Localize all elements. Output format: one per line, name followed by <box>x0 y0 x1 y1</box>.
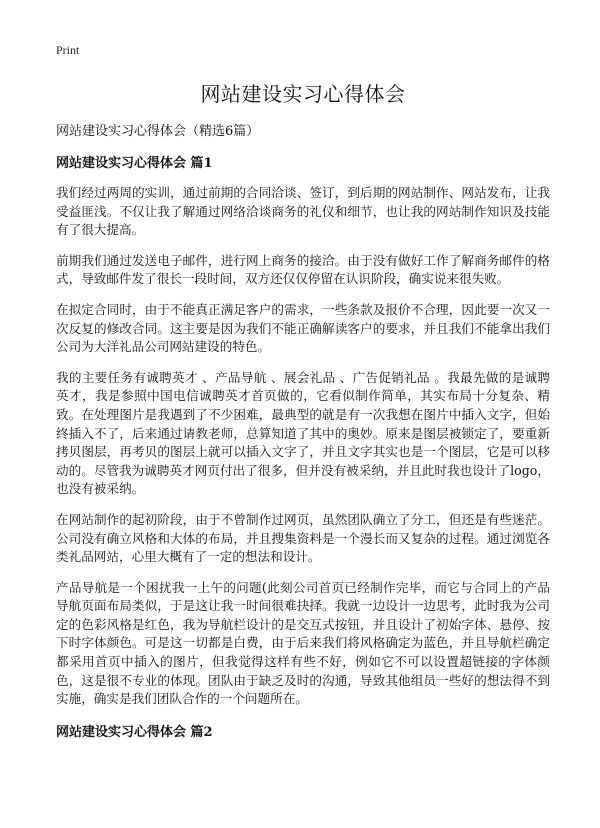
paragraph: 我的主要任务有诚聘英才 、产品导航 、展会礼品 、广告促销礼品 。我最先做的是诚聘英才，我是参照中国电信诚聘英才首页做的，它看似制作简单，其实布局十分复杂、精致。在处理图片是我遇到了不少困难，最典型的就是有一次我想在图片中插入文字，但始终插入不了，后来通过请教老师，总算知道了其中的奥妙。原来是图层被锁定了，要重新拷贝图层，再考贝的图层上就可以插入文字了，并且文字其实也是一个图层，它是可以移动的。尽管我为诚聘英才网页付出了很多，但并没有被采纳，并且此时我也设计了logo，也没有被采纳。 <box>56 369 550 497</box>
paragraph: 在拟定合同时，由于不能真正满足客户的需求，一些条款及报价不合理，因此要一次又一次反复的修改合同。这主要是因为我们不能正确解读客户的要求，并且我们不能拿出我们公司为大洋礼品公司网站建设的特色。 <box>56 301 550 355</box>
section-heading: 网站建设实习心得体会 篇1 <box>56 156 213 171</box>
paragraph: 我们经过两周的实训，通过前期的合同洽谈、签订，到后期的网站制作、网站发布，让我受益匪浅。不仅让我了解通过网络洽谈商务的礼仪和细节，也让我的网站制作知识及技能有了很大提高。 <box>56 185 550 238</box>
paragraph: 前期我们通过发送电子邮件，进行网上商务的接洽。由于没有做好工作了解商务邮件的格式，导致邮件发了很长一段时间，双方还仅仅停留在认识阶段，确实说来很失败。 <box>56 252 550 287</box>
print-link[interactable]: Print <box>56 43 80 57</box>
section-1 <box>56 154 550 709</box>
section-heading: 网站建设实习心得体会 篇2 <box>56 724 213 740</box>
document-subtitle: 网站建设实习心得体会（精选6篇） <box>56 124 260 139</box>
paragraph: 在网站制作的起初阶段，由于不曾制作过网页，虽然团队确立了分工，但还是有些迷茫。公司没有确立风格和大体的布局，并且搜集资料是一个漫长而又复杂的过程。通过浏览各类礼品网站，心里大概有了一定的想法和设计。 <box>56 511 550 565</box>
paragraph: 产品导航是一个困扰我一上午的问题(此刻公司首页已经制作完毕，而它与合同上的产品导航页面布局类似，于是这让我一时间很难抉择。我就一边设计一边思考，此时我为公司定的色彩风格是红色，我为导航栏设计的是交互式按钮，并且设计了初始字体、悬停、按下时字体颜色。可是这一切都是白费，由于后来我们将风格确定为蓝色，并且导航栏确定都采用首页中插入的图片，但我觉得这样有些不好，例如它不可以设置超链接的字体颜色，这是很不专业的体现。团队由于缺乏及时的沟通，导致其他组员一些好的想法得不到实施，确实是我们团队合作的一个问题所在。 <box>56 579 550 707</box>
section-2 <box>56 723 550 743</box>
document-title: 网站建设实习心得体会 <box>200 82 406 106</box>
